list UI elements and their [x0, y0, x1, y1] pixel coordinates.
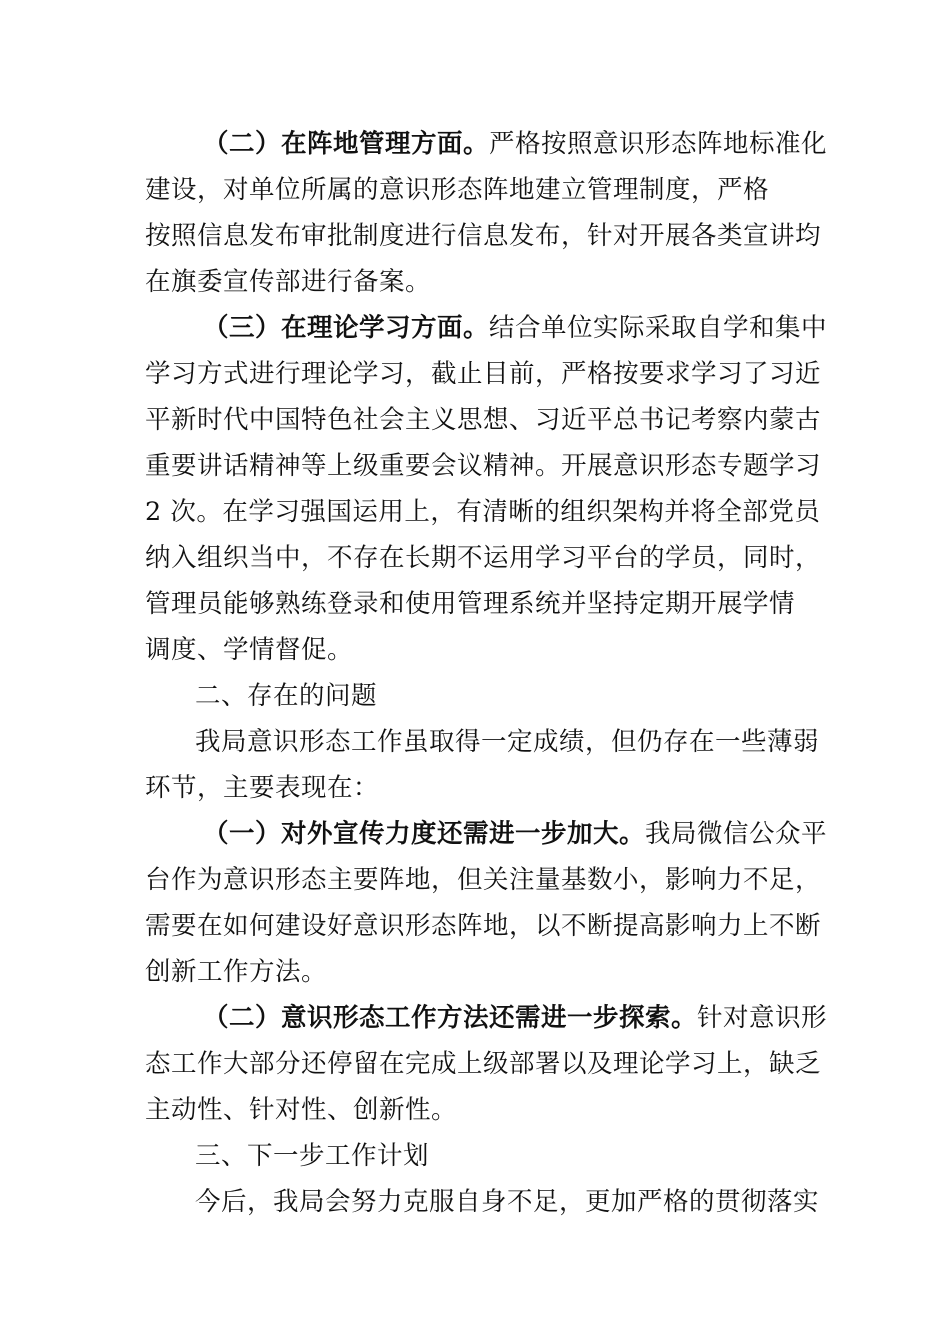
paragraph-line-19 [145, 955, 327, 989]
line-text: 按照信息发布审批制度进行信息发布，针对开展各类宣讲均 [145, 221, 822, 251]
line-text: 二、存在的问题 [195, 681, 378, 711]
line-text: 我局意识形态工作虽取得一定成绩，但仍存在一些薄弱 [195, 727, 820, 757]
section-title-next-steps [195, 1139, 429, 1173]
paragraph-line-20 [203, 1001, 827, 1035]
paragraph-line-8 [145, 449, 821, 483]
paragraph-line-10 [145, 541, 821, 575]
line-text: 今后，我局会努力克服自身不足，更加严格的贯彻落实 [195, 1187, 820, 1217]
line-number-value: 2 [145, 497, 162, 527]
paragraph-line-6 [145, 357, 821, 391]
paragraph-line-4 [145, 265, 431, 299]
line-text: 台作为意识形态主要阵地，但关注量基数小，影响力不足， [145, 865, 822, 895]
line-text: 我局微信公众平 [645, 819, 828, 849]
paragraph-line-3 [145, 219, 821, 253]
paragraph-line-17 [145, 863, 821, 897]
section-heading: （二）意识形态工作方法还需进一步探索。 [203, 1003, 698, 1033]
section-title-problems [195, 679, 377, 713]
paragraph-line-15 [145, 771, 379, 805]
line-text: 主动性、针对性、创新性。 [145, 1095, 458, 1125]
section-heading: （三）在理论学习方面。 [203, 313, 490, 343]
paragraph-line-2 [145, 173, 769, 207]
paragraph-line-22 [145, 1093, 457, 1127]
line-text: 管理员能够熟练登录和使用管理系统并坚持定期开展学情 [145, 589, 796, 619]
line-text: 态工作大部分还停留在完成上级部署以及理论学习上，缺乏 [145, 1049, 822, 1079]
line-text: 结合单位实际采取自学和集中 [489, 313, 828, 343]
paragraph-line-12 [145, 633, 353, 667]
line-text: 重要讲话精神等上级重要会议精神。开展意识形态专题学习 [145, 451, 822, 481]
section-heading: （二）在阵地管理方面。 [203, 129, 490, 159]
line-text: 在旗委宣传部进行备案。 [145, 267, 432, 297]
paragraph-line-14 [195, 725, 819, 759]
line-text: 创新工作方法。 [145, 957, 328, 987]
paragraph-line-24 [195, 1185, 819, 1219]
line-text: 学习方式进行理论学习，截止目前，严格按要求学习了习近 [145, 359, 822, 389]
line-text: 建设，对单位所属的意识形态阵地建立管理制度，严格 [145, 175, 770, 205]
paragraph-line-1 [203, 127, 827, 161]
line-text: 三、下一步工作计划 [195, 1141, 430, 1171]
line-text: 环节，主要表现在： [145, 773, 380, 803]
line-text: 针对意识形 [697, 1003, 828, 1033]
paragraph-line-21 [145, 1047, 821, 1081]
line-text: 调度、学情督促。 [145, 635, 354, 665]
line-text: 纳入组织当中，不存在长期不运用学习平台的学员，同时， [145, 543, 822, 573]
line-text: 严格按照意识形态阵地标准化 [489, 129, 828, 159]
line-text: 需要在如何建设好意识形态阵地，以不断提高影响力上不断 [145, 911, 822, 941]
line-text: 次。在学习强国运用上，有清晰的组织架构并将全部党员 [161, 497, 821, 527]
paragraph-line-11 [145, 587, 795, 621]
section-heading: （一）对外宣传力度还需进一步加大。 [203, 819, 646, 849]
line-text: 平新时代中国特色社会主义思想、习近平总书记考察内蒙古 [145, 405, 822, 435]
paragraph-line-16 [203, 817, 827, 851]
paragraph-line-9 [145, 495, 820, 529]
paragraph-line-7 [145, 403, 821, 437]
paragraph-line-18 [145, 909, 821, 943]
paragraph-line-5 [203, 311, 827, 345]
